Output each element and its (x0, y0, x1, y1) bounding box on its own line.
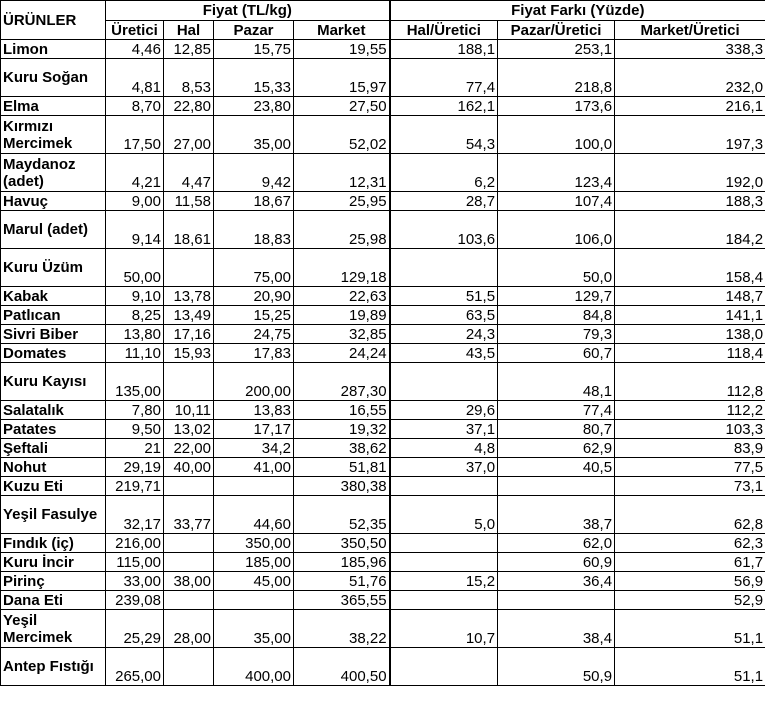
value-cell: 106,0 (498, 211, 615, 249)
product-name: Kuru Soğan (1, 59, 106, 97)
value-cell: 24,24 (294, 344, 390, 363)
value-cell: 118,4 (615, 344, 765, 363)
value-cell: 48,1 (498, 363, 615, 401)
value-cell: 10,11 (164, 401, 214, 420)
value-cell: 8,70 (106, 97, 164, 116)
value-cell: 18,61 (164, 211, 214, 249)
value-cell: 73,1 (615, 477, 765, 496)
table-row (1, 534, 765, 553)
product-name: Nohut (1, 458, 106, 477)
table-row (1, 116, 765, 154)
product-name: Kuru Üzüm (1, 249, 106, 287)
column-header: Hal (164, 21, 214, 40)
table-body (1, 40, 765, 686)
value-cell: 13,83 (214, 401, 294, 420)
value-cell: 61,7 (615, 553, 765, 572)
value-cell: 8,25 (106, 306, 164, 325)
value-cell: 12,85 (164, 40, 214, 59)
value-cell: 36,4 (498, 572, 615, 591)
value-cell: 197,3 (615, 116, 765, 154)
value-cell: 38,22 (294, 610, 390, 648)
value-cell: 365,55 (294, 591, 390, 610)
value-cell: 115,00 (106, 553, 164, 572)
value-cell: 24,3 (390, 325, 498, 344)
value-cell (390, 648, 498, 686)
value-cell: 45,00 (214, 572, 294, 591)
value-cell: 52,9 (615, 591, 765, 610)
value-cell (390, 477, 498, 496)
table-row (1, 249, 765, 287)
value-cell: 22,80 (164, 97, 214, 116)
value-cell: 138,0 (615, 325, 765, 344)
table-row (1, 610, 765, 648)
value-cell (390, 591, 498, 610)
table-header (1, 1, 765, 40)
value-cell: 107,4 (498, 192, 615, 211)
column-header: Pazar (214, 21, 294, 40)
table-row (1, 591, 765, 610)
value-cell: 44,60 (214, 496, 294, 534)
product-name: Domates (1, 344, 106, 363)
table-row (1, 192, 765, 211)
value-cell: 33,77 (164, 496, 214, 534)
value-cell: 148,7 (615, 287, 765, 306)
value-cell: 400,00 (214, 648, 294, 686)
value-cell: 22,00 (164, 439, 214, 458)
value-cell: 17,83 (214, 344, 294, 363)
value-cell: 40,5 (498, 458, 615, 477)
value-cell: 4,81 (106, 59, 164, 97)
table-row (1, 40, 765, 59)
value-cell: 15,33 (214, 59, 294, 97)
value-cell: 184,2 (615, 211, 765, 249)
products-header: ÜRÜNLER (1, 1, 106, 40)
value-cell: 35,00 (214, 116, 294, 154)
table-row (1, 496, 765, 534)
value-cell: 19,55 (294, 40, 390, 59)
value-cell (390, 534, 498, 553)
product-name: Dana Eti (1, 591, 106, 610)
column-header: Market (294, 21, 390, 40)
value-cell: 185,96 (294, 553, 390, 572)
value-cell: 5,0 (390, 496, 498, 534)
table-row (1, 553, 765, 572)
value-cell: 100,0 (498, 116, 615, 154)
value-cell: 51,76 (294, 572, 390, 591)
value-cell: 28,7 (390, 192, 498, 211)
value-cell: 41,00 (214, 458, 294, 477)
value-cell: 22,63 (294, 287, 390, 306)
column-header: Pazar/Üretici (498, 21, 615, 40)
value-cell (164, 363, 214, 401)
value-cell: 112,2 (615, 401, 765, 420)
value-cell: 185,00 (214, 553, 294, 572)
value-cell: 40,00 (164, 458, 214, 477)
value-cell: 60,7 (498, 344, 615, 363)
product-name: Kuru İncir (1, 553, 106, 572)
product-name: Yeşil Fasulye (1, 496, 106, 534)
value-cell: 60,9 (498, 553, 615, 572)
value-cell: 6,2 (390, 154, 498, 192)
price-group-header: Fiyat (TL/kg) (106, 1, 390, 21)
value-cell: 37,1 (390, 420, 498, 439)
product-name: Kabak (1, 287, 106, 306)
value-cell: 15,25 (214, 306, 294, 325)
value-cell: 43,5 (390, 344, 498, 363)
value-cell: 141,1 (615, 306, 765, 325)
value-cell: 27,50 (294, 97, 390, 116)
value-cell: 8,53 (164, 59, 214, 97)
product-name: Elma (1, 97, 106, 116)
value-cell (164, 591, 214, 610)
value-cell: 129,7 (498, 287, 615, 306)
product-name: Limon (1, 40, 106, 59)
column-header: Market/Üretici (615, 21, 765, 40)
value-cell: 17,16 (164, 325, 214, 344)
value-cell: 77,4 (390, 59, 498, 97)
product-name: Patlıcan (1, 306, 106, 325)
table-row (1, 97, 765, 116)
value-cell: 83,9 (615, 439, 765, 458)
value-cell: 13,78 (164, 287, 214, 306)
value-cell: 219,71 (106, 477, 164, 496)
column-header: Hal/Üretici (390, 21, 498, 40)
value-cell: 28,00 (164, 610, 214, 648)
table-row (1, 154, 765, 192)
value-cell: 34,2 (214, 439, 294, 458)
product-name: Yeşil Mercimek (1, 610, 106, 648)
value-cell: 200,00 (214, 363, 294, 401)
value-cell (214, 591, 294, 610)
value-cell: 19,89 (294, 306, 390, 325)
value-cell: 103,6 (390, 211, 498, 249)
value-cell: 265,00 (106, 648, 164, 686)
value-cell: 54,3 (390, 116, 498, 154)
product-name: Marul (adet) (1, 211, 106, 249)
value-cell: 51,1 (615, 610, 765, 648)
value-cell: 13,02 (164, 420, 214, 439)
value-cell (214, 477, 294, 496)
value-cell: 29,19 (106, 458, 164, 477)
value-cell: 188,3 (615, 192, 765, 211)
value-cell: 75,00 (214, 249, 294, 287)
product-name: Fındık (iç) (1, 534, 106, 553)
value-cell: 123,4 (498, 154, 615, 192)
table-row (1, 420, 765, 439)
value-cell: 15,75 (214, 40, 294, 59)
value-cell: 25,29 (106, 610, 164, 648)
value-cell: 9,50 (106, 420, 164, 439)
value-cell: 38,62 (294, 439, 390, 458)
value-cell: 287,30 (294, 363, 390, 401)
value-cell: 4,47 (164, 154, 214, 192)
value-cell: 232,0 (615, 59, 765, 97)
value-cell: 29,6 (390, 401, 498, 420)
value-cell: 62,0 (498, 534, 615, 553)
value-cell: 129,18 (294, 249, 390, 287)
value-cell: 103,3 (615, 420, 765, 439)
product-name: Havuç (1, 192, 106, 211)
value-cell: 19,32 (294, 420, 390, 439)
column-header: Üretici (106, 21, 164, 40)
value-cell: 239,08 (106, 591, 164, 610)
value-cell: 15,97 (294, 59, 390, 97)
value-cell: 33,00 (106, 572, 164, 591)
value-cell: 52,35 (294, 496, 390, 534)
value-cell: 50,0 (498, 249, 615, 287)
value-cell: 338,3 (615, 40, 765, 59)
value-cell: 38,7 (498, 496, 615, 534)
value-cell: 9,42 (214, 154, 294, 192)
value-cell: 63,5 (390, 306, 498, 325)
value-cell: 62,3 (615, 534, 765, 553)
value-cell: 400,50 (294, 648, 390, 686)
value-cell: 4,8 (390, 439, 498, 458)
value-cell: 32,85 (294, 325, 390, 344)
product-name: Maydanoz (adet) (1, 154, 106, 192)
product-name: Antep Fıstığı (1, 648, 106, 686)
value-cell: 80,7 (498, 420, 615, 439)
value-cell: 77,4 (498, 401, 615, 420)
value-cell: 350,50 (294, 534, 390, 553)
value-cell: 62,9 (498, 439, 615, 458)
value-cell: 173,6 (498, 97, 615, 116)
value-cell: 9,14 (106, 211, 164, 249)
value-cell: 7,80 (106, 401, 164, 420)
value-cell (164, 249, 214, 287)
product-name: Sivri Biber (1, 325, 106, 344)
value-cell: 25,95 (294, 192, 390, 211)
value-cell: 380,38 (294, 477, 390, 496)
value-cell: 10,7 (390, 610, 498, 648)
value-cell: 27,00 (164, 116, 214, 154)
table-row (1, 401, 765, 420)
value-cell (390, 553, 498, 572)
value-cell: 12,31 (294, 154, 390, 192)
value-cell: 50,9 (498, 648, 615, 686)
value-cell: 216,00 (106, 534, 164, 553)
value-cell: 23,80 (214, 97, 294, 116)
value-cell: 62,8 (615, 496, 765, 534)
value-cell: 51,1 (615, 648, 765, 686)
table-row (1, 477, 765, 496)
value-cell: 218,8 (498, 59, 615, 97)
value-cell: 21 (106, 439, 164, 458)
table-row (1, 439, 765, 458)
value-cell (390, 363, 498, 401)
value-cell: 112,8 (615, 363, 765, 401)
value-cell: 158,4 (615, 249, 765, 287)
value-cell: 77,5 (615, 458, 765, 477)
value-cell: 17,17 (214, 420, 294, 439)
table-row (1, 363, 765, 401)
value-cell: 50,00 (106, 249, 164, 287)
value-cell (390, 249, 498, 287)
value-cell (498, 477, 615, 496)
value-cell: 253,1 (498, 40, 615, 59)
table-row (1, 344, 765, 363)
value-cell: 350,00 (214, 534, 294, 553)
value-cell: 4,21 (106, 154, 164, 192)
product-name: Şeftali (1, 439, 106, 458)
value-cell (164, 553, 214, 572)
value-cell: 11,58 (164, 192, 214, 211)
value-cell: 13,80 (106, 325, 164, 344)
value-cell: 56,9 (615, 572, 765, 591)
value-cell: 15,93 (164, 344, 214, 363)
value-cell: 84,8 (498, 306, 615, 325)
value-cell: 13,49 (164, 306, 214, 325)
value-cell: 4,46 (106, 40, 164, 59)
value-cell: 37,0 (390, 458, 498, 477)
table-row (1, 287, 765, 306)
value-cell: 188,1 (390, 40, 498, 59)
table-row (1, 648, 765, 686)
value-cell (498, 591, 615, 610)
product-name: Salatalık (1, 401, 106, 420)
table-row (1, 211, 765, 249)
value-cell: 32,17 (106, 496, 164, 534)
value-cell (164, 648, 214, 686)
value-cell: 38,4 (498, 610, 615, 648)
value-cell: 9,00 (106, 192, 164, 211)
value-cell: 52,02 (294, 116, 390, 154)
table-row (1, 572, 765, 591)
value-cell: 79,3 (498, 325, 615, 344)
value-cell: 51,81 (294, 458, 390, 477)
value-cell: 18,83 (214, 211, 294, 249)
value-cell: 24,75 (214, 325, 294, 344)
value-cell: 9,10 (106, 287, 164, 306)
value-cell: 17,50 (106, 116, 164, 154)
value-cell: 216,1 (615, 97, 765, 116)
value-cell: 11,10 (106, 344, 164, 363)
value-cell: 51,5 (390, 287, 498, 306)
value-cell: 25,98 (294, 211, 390, 249)
value-cell (164, 477, 214, 496)
value-cell: 38,00 (164, 572, 214, 591)
diff-group-header: Fiyat Farkı (Yüzde) (390, 1, 765, 21)
product-name: Kırmızı Mercimek (1, 116, 106, 154)
value-cell: 15,2 (390, 572, 498, 591)
table-row (1, 325, 765, 344)
product-name: Kuru Kayısı (1, 363, 106, 401)
product-name: Pirinç (1, 572, 106, 591)
table-row (1, 306, 765, 325)
value-cell: 18,67 (214, 192, 294, 211)
table-row (1, 458, 765, 477)
value-cell: 16,55 (294, 401, 390, 420)
product-name: Kuzu Eti (1, 477, 106, 496)
value-cell (164, 534, 214, 553)
product-name: Patates (1, 420, 106, 439)
table-row (1, 59, 765, 97)
value-cell: 35,00 (214, 610, 294, 648)
value-cell: 20,90 (214, 287, 294, 306)
value-cell: 135,00 (106, 363, 164, 401)
value-cell: 192,0 (615, 154, 765, 192)
value-cell: 162,1 (390, 97, 498, 116)
